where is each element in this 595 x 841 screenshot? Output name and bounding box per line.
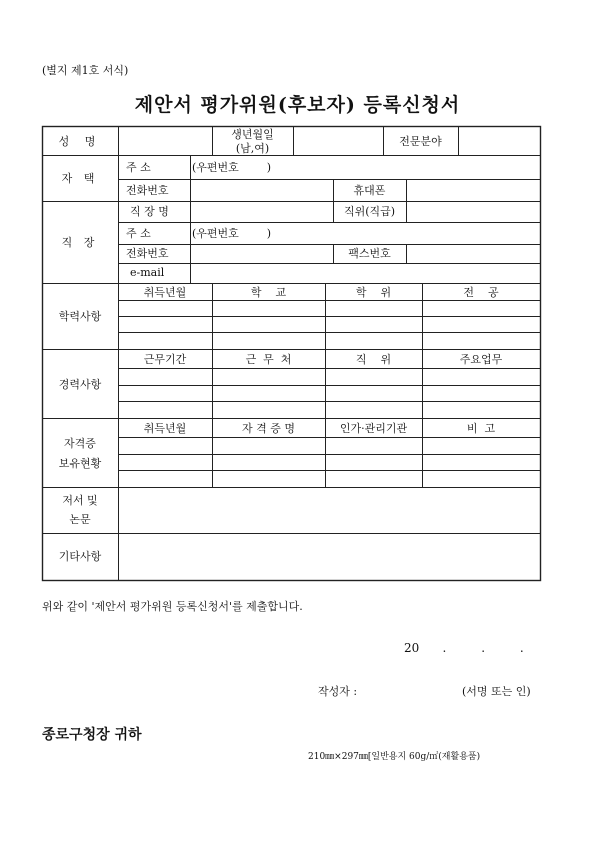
birth-date-label: 생년월일 [231, 128, 274, 141]
gender-label: (남,여) [235, 142, 270, 155]
education-section-label: 학력사항 [58, 310, 102, 323]
home-section-label: 자 택 [61, 172, 99, 185]
career-col-period: 근무기간 [143, 353, 187, 366]
career-col-duties: 주요업무 [459, 353, 503, 366]
work-postal-code-hint: (우편번호 ) [192, 227, 272, 240]
license-col-date: 취득년월 [143, 422, 187, 435]
signature-note: (서명 또는 인) [462, 685, 531, 698]
form-number-note: (별지 제1호 서식) [42, 64, 129, 77]
writer-label: 작성자 : [318, 685, 358, 698]
education-col-major: 전 공 [463, 286, 499, 299]
work-phone-label: 전화번호 [126, 247, 169, 260]
home-postal-code-hint: (우편번호 ) [192, 161, 272, 174]
specialty-label: 전문분야 [399, 135, 442, 148]
publications-label-line1: 저서 및 [62, 494, 98, 507]
education-col-school: 학 교 [250, 286, 287, 299]
career-col-position: 직 위 [355, 353, 392, 366]
education-col-degree: 학 위 [355, 286, 392, 299]
email-label: e-mail [130, 266, 165, 279]
name-label: 성 명 [58, 135, 102, 148]
recipient-line: 종로구청장 귀하 [42, 727, 142, 743]
declaration-text: 위와 같이 '제안서 평가위원 등록신청서'를 제출합니다. [42, 600, 303, 613]
career-col-workplace: 근 무 처 [245, 353, 292, 366]
education-col-date: 취득년월 [143, 286, 187, 299]
home-address-label: 주 소 [126, 161, 151, 174]
date-line: 20 . . . [404, 641, 524, 655]
license-section-label-line2: 보유현황 [58, 457, 102, 470]
work-section-label: 직 장 [61, 236, 99, 249]
publications-label-line2: 논문 [69, 513, 91, 526]
position-label: 직위(직급) [343, 205, 396, 218]
career-section-label: 경력사항 [58, 378, 102, 391]
license-col-remarks: 비 고 [466, 422, 496, 435]
fax-label: 팩스번호 [348, 247, 391, 260]
mobile-label: 휴대폰 [353, 184, 386, 197]
license-section-label-line1: 자격증 [64, 437, 96, 450]
license-col-authority: 인가·관리기관 [339, 422, 408, 435]
license-col-name: 자 격 증 명 [242, 422, 295, 435]
work-address-label: 주 소 [126, 227, 151, 240]
paper-spec: 210㎜×297㎜[일반용지 60g/㎡(재활용품) [308, 752, 481, 762]
home-phone-label: 전화번호 [126, 184, 169, 197]
company-name-label: 직 장 명 [130, 205, 169, 218]
form-title: 제안서 평가위원(후보자) 등록신청서 [134, 94, 461, 116]
other-notes-label: 기타사항 [58, 550, 102, 563]
